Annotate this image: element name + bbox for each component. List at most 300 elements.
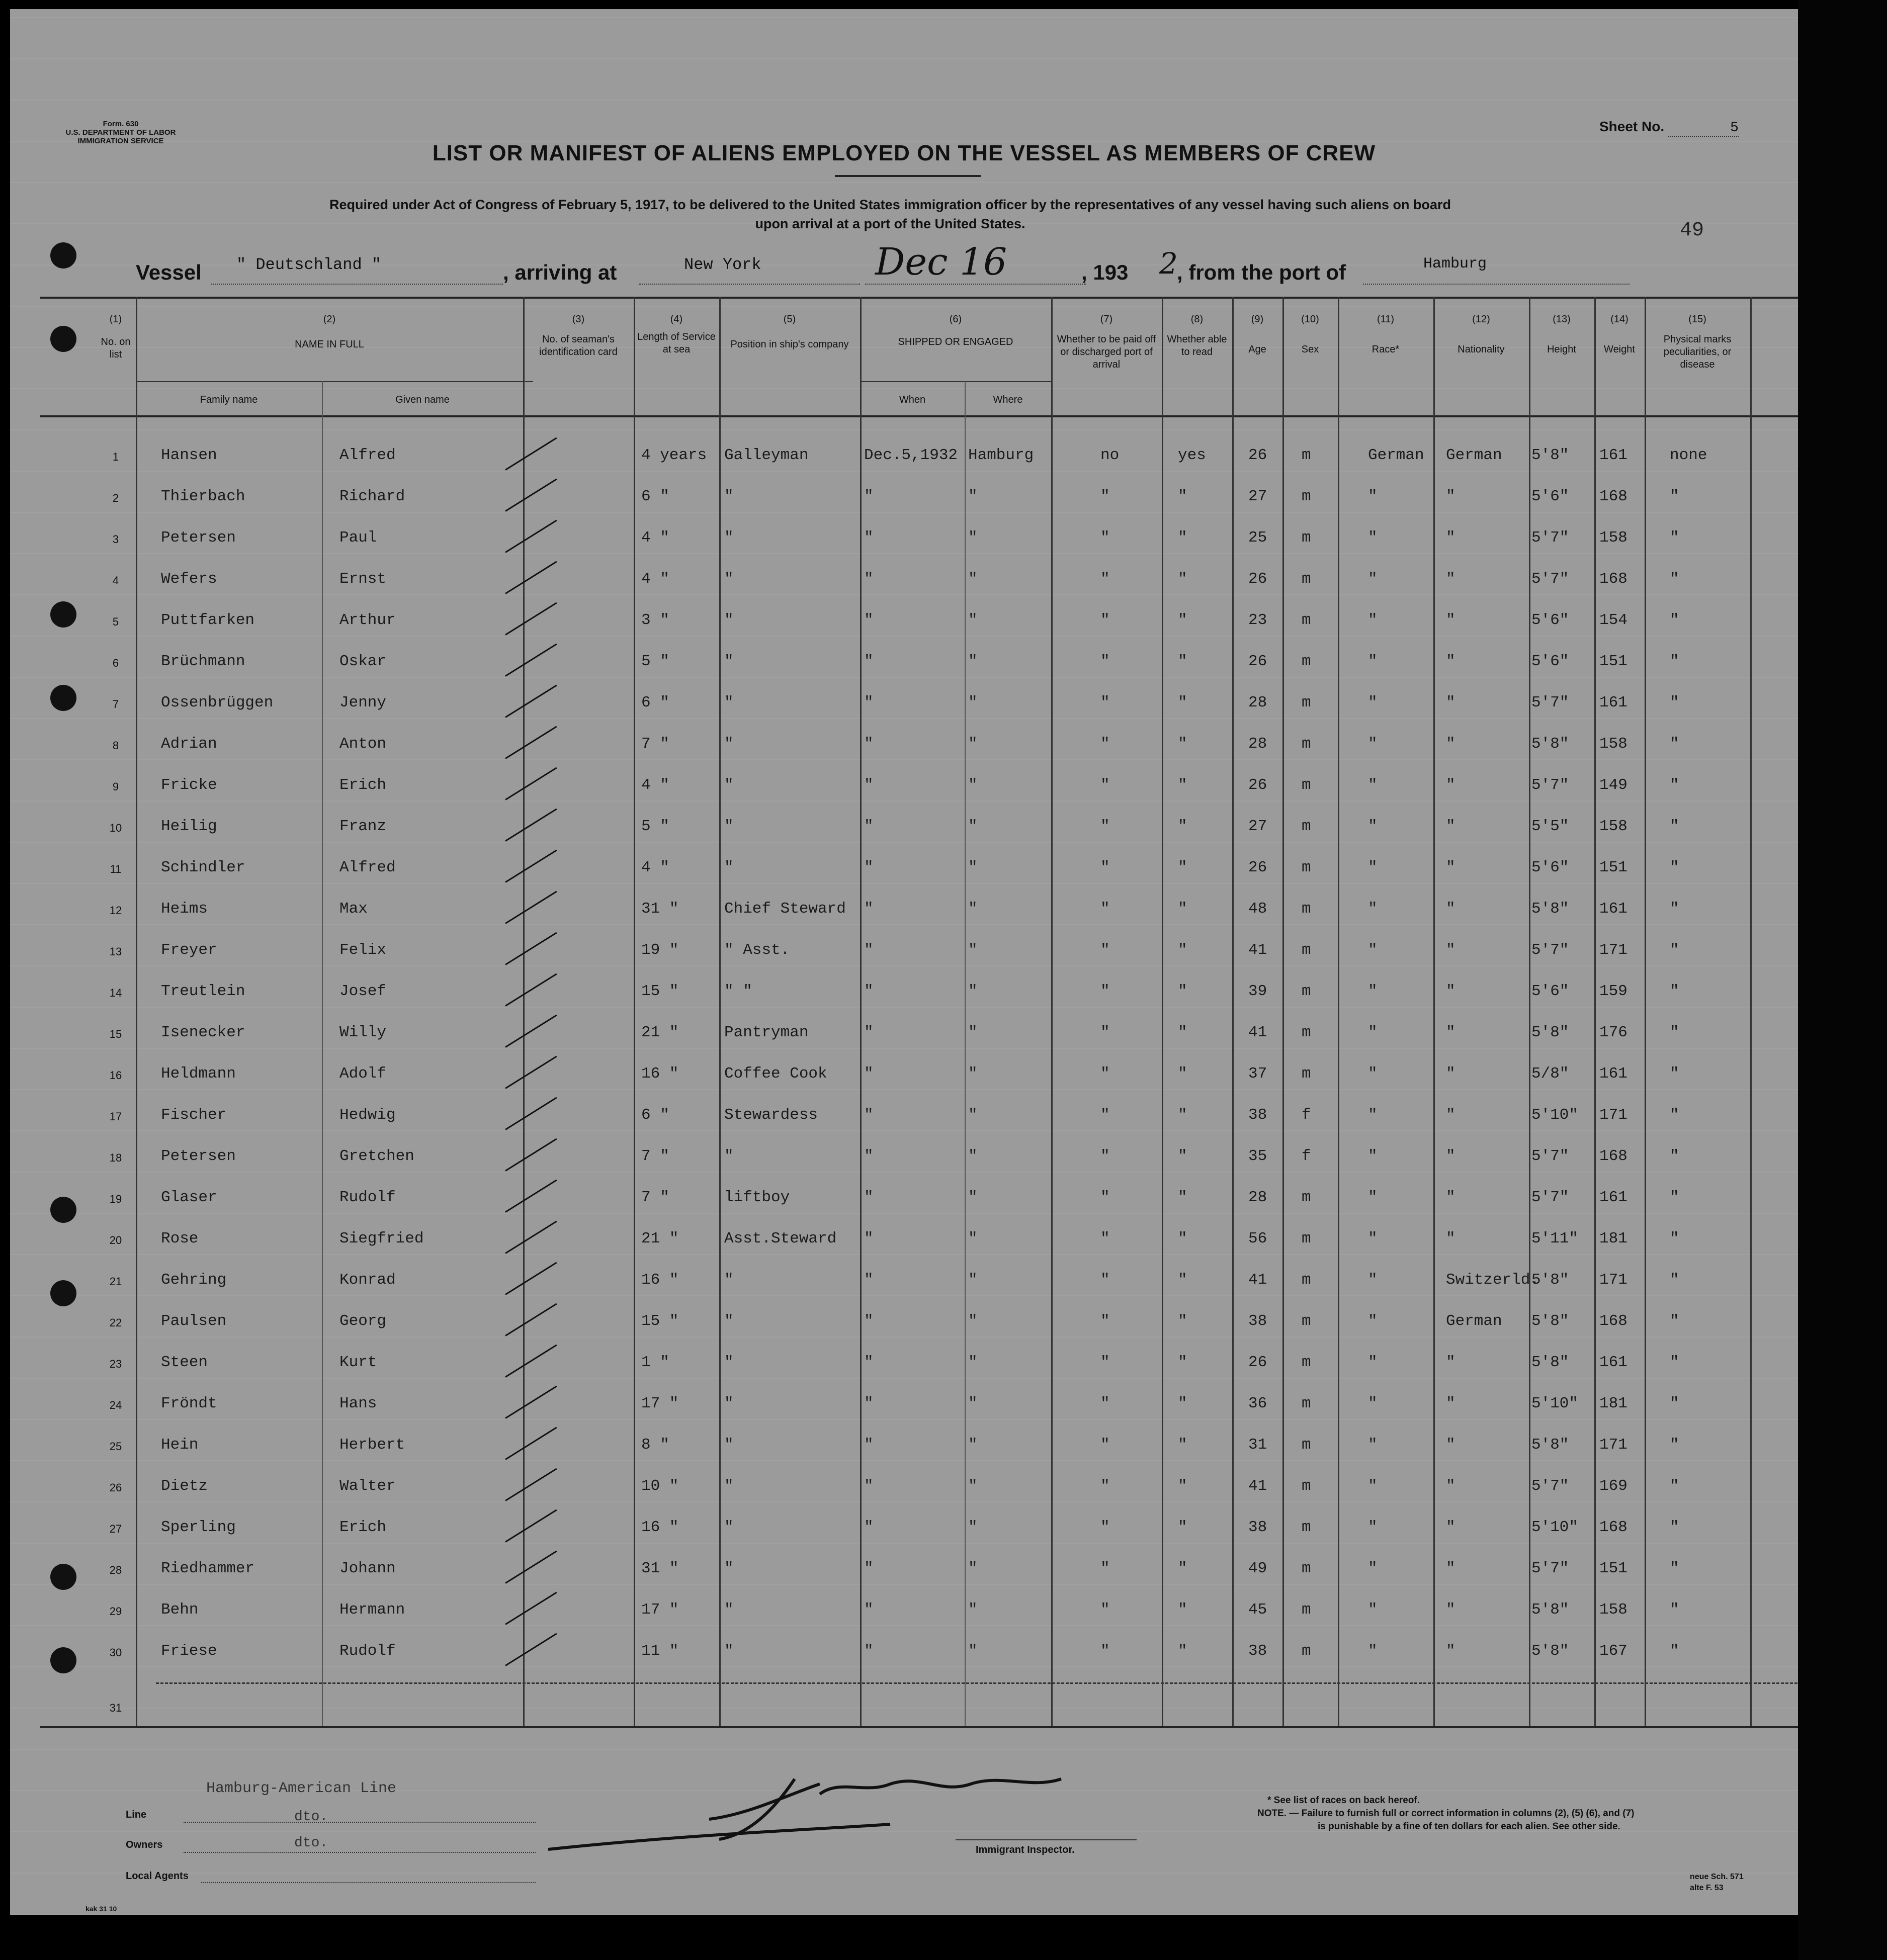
cell-position: Stewardess bbox=[724, 1106, 818, 1124]
cell-when: " bbox=[864, 735, 874, 753]
cell-where: " bbox=[968, 859, 978, 876]
cell-age: 41 bbox=[1248, 1271, 1267, 1289]
cell-read: " bbox=[1178, 1106, 1187, 1124]
cell-read: " bbox=[1178, 776, 1187, 794]
id-card-check-mark bbox=[505, 1345, 557, 1378]
cell-family: Adrian bbox=[161, 735, 217, 753]
cell-weight: 171 bbox=[1599, 1106, 1627, 1124]
from-port-label: , from the port of bbox=[1177, 260, 1346, 284]
id-card-check-mark bbox=[505, 767, 557, 800]
cell-read: " bbox=[1178, 1436, 1187, 1454]
row-number: 18 bbox=[109, 1151, 122, 1164]
cell-position: " bbox=[724, 1271, 734, 1289]
cell-position: " bbox=[724, 529, 734, 547]
cell-height: 5'10" bbox=[1531, 1519, 1579, 1536]
cell-where: " bbox=[968, 1560, 978, 1577]
cell-age: 38 bbox=[1248, 1312, 1267, 1330]
cell-height: 5'7" bbox=[1531, 570, 1569, 588]
col-header-age bbox=[1232, 313, 1282, 356]
col-divider bbox=[1750, 297, 1752, 1726]
cell-height: 5'10" bbox=[1531, 1106, 1579, 1124]
cell-nationality: " bbox=[1446, 1189, 1455, 1206]
cell-height: 5'6" bbox=[1531, 488, 1569, 505]
cell-where: " bbox=[968, 529, 978, 547]
cell-when: " bbox=[864, 1024, 874, 1041]
cell-when: " bbox=[864, 694, 874, 711]
cell-given: Felix bbox=[339, 941, 387, 959]
cell-sex: m bbox=[1302, 900, 1311, 918]
document-subtitle bbox=[161, 195, 1619, 233]
cell-age: 28 bbox=[1248, 1189, 1267, 1206]
cell-family: Dietz bbox=[161, 1477, 208, 1495]
cell-height: 5'8" bbox=[1531, 1354, 1569, 1371]
cell-when: " bbox=[864, 900, 874, 918]
cell-position: Galleyman bbox=[724, 447, 809, 464]
row-number: 28 bbox=[109, 1564, 122, 1576]
cell-read: " bbox=[1178, 1230, 1187, 1248]
col-header-no bbox=[96, 313, 136, 361]
col-title: Physical marks peculiarities, or disease bbox=[1663, 334, 1732, 370]
col-title: No. on list bbox=[101, 336, 131, 360]
cell-race: German bbox=[1368, 447, 1424, 464]
cell-weight: 151 bbox=[1599, 1560, 1627, 1577]
cell-paid: " bbox=[1100, 900, 1110, 918]
col-title: Whether to be paid off or discharged port of arrival bbox=[1057, 334, 1156, 370]
row-number: 27 bbox=[109, 1523, 122, 1535]
id-card-check-mark bbox=[505, 1509, 557, 1543]
row-number: 22 bbox=[109, 1316, 122, 1329]
cell-nationality: " bbox=[1446, 570, 1455, 588]
cell-race: " bbox=[1368, 1601, 1378, 1619]
cell-marks: " bbox=[1670, 1024, 1679, 1041]
cell-paid: " bbox=[1100, 1106, 1110, 1124]
cell-family: Ossenbrüggen bbox=[161, 694, 274, 711]
cell-age: 28 bbox=[1248, 694, 1267, 711]
cell-weight: 161 bbox=[1599, 900, 1627, 918]
cell-given: Max bbox=[339, 900, 368, 918]
binder-hole bbox=[50, 242, 76, 269]
binder-hole bbox=[50, 601, 76, 628]
cell-read: " bbox=[1178, 735, 1187, 753]
cell-position: " bbox=[724, 694, 734, 711]
cell-age: 37 bbox=[1248, 1065, 1267, 1083]
cell-paid: " bbox=[1100, 776, 1110, 794]
cell-given: Walter bbox=[339, 1477, 396, 1495]
cell-given: Siegfried bbox=[339, 1230, 424, 1248]
col-number: (9) bbox=[1251, 314, 1264, 325]
col-header-when: When bbox=[899, 394, 926, 405]
cell-read: " bbox=[1178, 900, 1187, 918]
cell-marks: " bbox=[1670, 1354, 1679, 1371]
cell-race: " bbox=[1368, 983, 1378, 1000]
cell-read: " bbox=[1178, 1642, 1187, 1660]
cell-age: 26 bbox=[1248, 776, 1267, 794]
cell-family: Petersen bbox=[161, 529, 236, 547]
cell-weight: 168 bbox=[1599, 570, 1627, 588]
col-divider bbox=[1282, 297, 1284, 1726]
cell-family: Fröndt bbox=[161, 1395, 217, 1412]
cell-read: " bbox=[1178, 529, 1187, 547]
cell-when: " bbox=[864, 1230, 874, 1248]
year-suffix: 2 bbox=[1159, 246, 1178, 281]
cell-read: " bbox=[1178, 1147, 1187, 1165]
row-number: 23 bbox=[109, 1358, 122, 1370]
cell-weight: 161 bbox=[1599, 1065, 1627, 1083]
cell-nationality: " bbox=[1446, 1106, 1455, 1124]
cell-marks: " bbox=[1670, 859, 1679, 876]
cell-marks: " bbox=[1670, 1601, 1679, 1619]
cell-height: 5'6" bbox=[1531, 653, 1569, 670]
cell-family: Heilig bbox=[161, 818, 217, 835]
col-divider bbox=[1645, 297, 1646, 1726]
cell-marks: " bbox=[1670, 653, 1679, 670]
cell-family: Heldmann bbox=[161, 1065, 236, 1083]
cell-marks: " bbox=[1670, 488, 1679, 505]
cell-nationality: " bbox=[1446, 1354, 1455, 1371]
year-prefix: , 193 bbox=[1081, 260, 1129, 284]
cell-paid: no bbox=[1100, 447, 1120, 464]
row-number: 4 bbox=[112, 574, 119, 587]
cell-service: 4 " bbox=[641, 570, 669, 588]
service-name: IMMIGRATION SERVICE bbox=[77, 137, 164, 145]
cell-weight: 167 bbox=[1599, 1642, 1627, 1660]
cell-marks: " bbox=[1670, 1106, 1679, 1124]
cell-read: " bbox=[1178, 1354, 1187, 1371]
cell-sex: f bbox=[1302, 1106, 1311, 1124]
cell-read: " bbox=[1178, 1065, 1187, 1083]
cell-height: 5'8" bbox=[1531, 1312, 1569, 1330]
cell-given: Rudolf bbox=[339, 1642, 396, 1660]
cell-height: 5'7" bbox=[1531, 1189, 1569, 1206]
cell-read: " bbox=[1178, 1560, 1187, 1577]
cell-where: " bbox=[968, 776, 978, 794]
cell-sex: m bbox=[1302, 859, 1311, 876]
cell-weight: 158 bbox=[1599, 1601, 1627, 1619]
cell-sex: m bbox=[1302, 941, 1311, 959]
cell-read: " bbox=[1178, 1395, 1187, 1412]
manifest-sheet bbox=[10, 9, 1798, 1915]
cell-given: Herbert bbox=[339, 1436, 405, 1454]
cell-marks: " bbox=[1670, 1271, 1679, 1289]
shipped-subheader-rule bbox=[860, 381, 1051, 382]
cell-read: " bbox=[1178, 1312, 1187, 1330]
cell-position: " " bbox=[724, 983, 752, 1000]
id-card-check-mark bbox=[505, 1427, 557, 1460]
cell-service: 4 " bbox=[641, 859, 669, 876]
cell-race: " bbox=[1368, 859, 1378, 876]
cell-paid: " bbox=[1100, 859, 1110, 876]
cell-paid: " bbox=[1100, 694, 1110, 711]
cell-sex: m bbox=[1302, 1065, 1311, 1083]
cell-when: " bbox=[864, 1601, 874, 1619]
cell-marks: " bbox=[1670, 1065, 1679, 1083]
cell-family: Sperling bbox=[161, 1519, 236, 1536]
cell-sex: m bbox=[1302, 653, 1311, 670]
col-header-name bbox=[136, 313, 523, 351]
col-title: NAME IN FULL bbox=[295, 339, 364, 350]
owners-underline bbox=[184, 1852, 536, 1853]
cell-family: Heims bbox=[161, 900, 208, 918]
cell-where: " bbox=[968, 1230, 978, 1248]
col-divider bbox=[1594, 297, 1596, 1726]
cell-position: Asst.Steward bbox=[724, 1230, 837, 1248]
cell-weight: 158 bbox=[1599, 818, 1627, 835]
cell-when: " bbox=[864, 1642, 874, 1660]
cell-race: " bbox=[1368, 611, 1378, 629]
row-number: 10 bbox=[109, 822, 122, 834]
id-card-check-mark bbox=[505, 1056, 557, 1089]
cell-paid: " bbox=[1100, 1147, 1110, 1165]
cell-nationality: " bbox=[1446, 1024, 1455, 1041]
binder-hole bbox=[50, 1564, 76, 1590]
print-code: kak 31 10 bbox=[85, 1905, 117, 1913]
cell-where: " bbox=[968, 1189, 978, 1206]
cell-height: 5'7" bbox=[1531, 529, 1569, 547]
col-title: Nationality bbox=[1457, 344, 1505, 355]
cell-position: " bbox=[724, 818, 734, 835]
cell-given: Georg bbox=[339, 1312, 387, 1330]
cell-family: Treutlein bbox=[161, 983, 245, 1000]
cell-race: " bbox=[1368, 818, 1378, 835]
id-card-check-mark bbox=[505, 1097, 557, 1130]
cell-sex: m bbox=[1302, 529, 1311, 547]
id-card-check-mark bbox=[505, 479, 557, 512]
row-number: 16 bbox=[109, 1069, 122, 1082]
cell-where: " bbox=[968, 1312, 978, 1330]
cell-where: " bbox=[968, 1024, 978, 1041]
cell-nationality: " bbox=[1446, 1230, 1455, 1248]
cell-read: " bbox=[1178, 570, 1187, 588]
col-title: Position in ship's company bbox=[730, 339, 849, 350]
cell-position: Coffee Cook bbox=[724, 1065, 827, 1083]
cell-sex: m bbox=[1302, 735, 1311, 753]
cell-height: 5'7" bbox=[1531, 694, 1569, 711]
cell-race: " bbox=[1368, 1395, 1378, 1412]
cell-sex: m bbox=[1302, 1271, 1311, 1289]
cell-sex: m bbox=[1302, 983, 1311, 1000]
cell-age: 41 bbox=[1248, 941, 1267, 959]
cell-given: Rudolf bbox=[339, 1189, 396, 1206]
cell-nationality: " bbox=[1446, 1477, 1455, 1495]
row-number: 13 bbox=[109, 945, 122, 958]
cell-sex: m bbox=[1302, 1395, 1311, 1412]
cell-sex: m bbox=[1302, 1189, 1311, 1206]
cell-paid: " bbox=[1100, 1601, 1110, 1619]
sheet-label: Sheet No. bbox=[1599, 119, 1665, 134]
cell-given: Arthur bbox=[339, 611, 396, 629]
cell-race: " bbox=[1368, 1230, 1378, 1248]
cell-paid: " bbox=[1100, 1312, 1110, 1330]
cell-when: " bbox=[864, 859, 874, 876]
cell-sex: m bbox=[1302, 611, 1311, 629]
col-divider bbox=[523, 297, 525, 1726]
cell-family: Fischer bbox=[161, 1106, 227, 1124]
cell-race: " bbox=[1368, 1065, 1378, 1083]
col-number: (10) bbox=[1301, 314, 1319, 325]
cell-marks: " bbox=[1670, 611, 1679, 629]
col-title: Age bbox=[1248, 344, 1266, 355]
cell-where: " bbox=[968, 1642, 978, 1660]
cell-race: " bbox=[1368, 1642, 1378, 1660]
cell-given: Ernst bbox=[339, 570, 387, 588]
col-divider bbox=[1162, 297, 1163, 1726]
cell-paid: " bbox=[1100, 1477, 1110, 1495]
cell-race: " bbox=[1368, 1477, 1378, 1495]
cell-weight: 181 bbox=[1599, 1395, 1627, 1412]
cell-family: Riedhammer bbox=[161, 1560, 255, 1577]
cell-age: 48 bbox=[1248, 900, 1267, 918]
cell-position: " bbox=[724, 570, 734, 588]
cell-marks: " bbox=[1670, 1395, 1679, 1412]
cell-marks: " bbox=[1670, 1189, 1679, 1206]
row-number: 25 bbox=[109, 1440, 122, 1453]
cell-position: " bbox=[724, 1642, 734, 1660]
cell-where: " bbox=[968, 694, 978, 711]
id-card-check-mark bbox=[505, 561, 557, 594]
cell-read: " bbox=[1178, 1519, 1187, 1536]
form-number: Form. 630 bbox=[103, 120, 139, 128]
cell-age: 41 bbox=[1248, 1477, 1267, 1495]
col-divider bbox=[136, 297, 137, 1726]
cell-height: 5'8" bbox=[1531, 1024, 1569, 1041]
cell-given: Josef bbox=[339, 983, 387, 1000]
cell-age: 26 bbox=[1248, 570, 1267, 588]
cell-where: " bbox=[968, 1354, 978, 1371]
cell-given: Willy bbox=[339, 1024, 387, 1041]
col-number: (1) bbox=[109, 314, 122, 325]
cell-family: Puttfarken bbox=[161, 611, 255, 629]
col-number: (14) bbox=[1610, 314, 1628, 325]
cell-height: 5'6" bbox=[1531, 859, 1569, 876]
cell-paid: " bbox=[1100, 1271, 1110, 1289]
cell-family: Hein bbox=[161, 1436, 199, 1454]
id-card-check-mark bbox=[505, 932, 557, 965]
cell-position: " Asst. bbox=[724, 941, 790, 959]
col-number: (8) bbox=[1190, 314, 1204, 325]
page-number: 49 bbox=[1680, 219, 1704, 242]
row-number: 6 bbox=[112, 657, 119, 669]
cell-position: Pantryman bbox=[724, 1024, 809, 1041]
cell-marks: " bbox=[1670, 818, 1679, 835]
cell-read: " bbox=[1178, 1024, 1187, 1041]
cell-race: " bbox=[1368, 653, 1378, 670]
cell-sex: m bbox=[1302, 1519, 1311, 1536]
cell-marks: " bbox=[1670, 694, 1679, 711]
cell-where: " bbox=[968, 1271, 978, 1289]
col-title: Whether able to read bbox=[1167, 334, 1227, 358]
cell-position: " bbox=[724, 611, 734, 629]
cell-where: " bbox=[968, 900, 978, 918]
sheet-value: 5 bbox=[1668, 120, 1739, 137]
cell-paid: " bbox=[1100, 1560, 1110, 1577]
cell-age: 27 bbox=[1248, 818, 1267, 835]
cell-age: 26 bbox=[1248, 1354, 1267, 1371]
cell-paid: " bbox=[1100, 1354, 1110, 1371]
cell-service: 4 " bbox=[641, 776, 669, 794]
cell-when: Dec.5,1932 bbox=[864, 447, 958, 464]
cell-service: 16 " bbox=[641, 1065, 679, 1083]
binder-hole bbox=[50, 685, 76, 711]
cell-when: " bbox=[864, 1436, 874, 1454]
cell-service: 16 " bbox=[641, 1519, 679, 1536]
cell-service: 6 " bbox=[641, 694, 669, 711]
col-header-read bbox=[1162, 313, 1232, 359]
cell-position: " bbox=[724, 735, 734, 753]
cell-service: 1 " bbox=[641, 1354, 669, 1371]
cell-given: Erich bbox=[339, 776, 387, 794]
cell-paid: " bbox=[1100, 1189, 1110, 1206]
cell-position: " bbox=[724, 1354, 734, 1371]
cell-height: 5/8" bbox=[1531, 1065, 1569, 1083]
cell-race: " bbox=[1368, 1271, 1378, 1289]
id-card-check-mark bbox=[505, 1262, 557, 1295]
id-card-check-mark bbox=[505, 1015, 557, 1048]
col-number: (13) bbox=[1553, 314, 1571, 325]
cell-given: Alfred bbox=[339, 859, 396, 876]
note-line-2: is punishable by a fine of ten dollars for each alien. See other side. bbox=[1318, 1821, 1620, 1832]
cell-sex: m bbox=[1302, 1312, 1311, 1330]
cell-race: " bbox=[1368, 1189, 1378, 1206]
cell-weight: 149 bbox=[1599, 776, 1627, 794]
owners-value: dto. bbox=[294, 1835, 328, 1851]
cell-position: " bbox=[724, 488, 734, 505]
cell-where: " bbox=[968, 488, 978, 505]
cell-service: 10 " bbox=[641, 1477, 679, 1495]
cell-when: " bbox=[864, 1106, 874, 1124]
cell-position: " bbox=[724, 1147, 734, 1165]
cell-race: " bbox=[1368, 1147, 1378, 1165]
cell-family: Steen bbox=[161, 1354, 208, 1371]
line-value: Hamburg-American Line bbox=[206, 1780, 397, 1797]
table-top-border bbox=[40, 297, 1798, 299]
cell-marks: " bbox=[1670, 735, 1679, 753]
cell-nationality: " bbox=[1446, 488, 1455, 505]
cell-marks: " bbox=[1670, 1230, 1679, 1248]
cell-service: 16 " bbox=[641, 1271, 679, 1289]
cell-position: " bbox=[724, 1395, 734, 1412]
col-header-nationality bbox=[1433, 313, 1529, 356]
cell-nationality: " bbox=[1446, 1601, 1455, 1619]
row-number: 30 bbox=[109, 1646, 122, 1659]
cell-family: Petersen bbox=[161, 1147, 236, 1165]
arrival-port: New York bbox=[684, 255, 761, 274]
row-number: 19 bbox=[109, 1193, 122, 1205]
cell-height: 5'5" bbox=[1531, 818, 1569, 835]
cell-read: " bbox=[1178, 1477, 1187, 1495]
col-header-family-name: Family name bbox=[200, 394, 258, 405]
col-header-given-name: Given name bbox=[395, 394, 450, 405]
cell-where: " bbox=[968, 735, 978, 753]
col-title: Weight bbox=[1604, 344, 1635, 355]
arrival-date: Dec 16 bbox=[875, 240, 1007, 284]
id-card-check-mark bbox=[505, 973, 557, 1007]
cell-given: Konrad bbox=[339, 1271, 396, 1289]
cell-age: 36 bbox=[1248, 1395, 1267, 1412]
cell-family: Hansen bbox=[161, 447, 217, 464]
cell-paid: " bbox=[1100, 1395, 1110, 1412]
cell-read: " bbox=[1178, 611, 1187, 629]
cell-marks: none bbox=[1670, 447, 1707, 464]
cell-given: Kurt bbox=[339, 1354, 377, 1371]
cell-weight: 161 bbox=[1599, 694, 1627, 711]
cell-nationality: " bbox=[1446, 1519, 1455, 1536]
cell-marks: " bbox=[1670, 529, 1679, 547]
cell-when: " bbox=[864, 1519, 874, 1536]
col-header-shipped bbox=[860, 313, 1051, 348]
cell-where: " bbox=[968, 983, 978, 1000]
cell-family: Gehring bbox=[161, 1271, 227, 1289]
cell-age: 49 bbox=[1248, 1560, 1267, 1577]
